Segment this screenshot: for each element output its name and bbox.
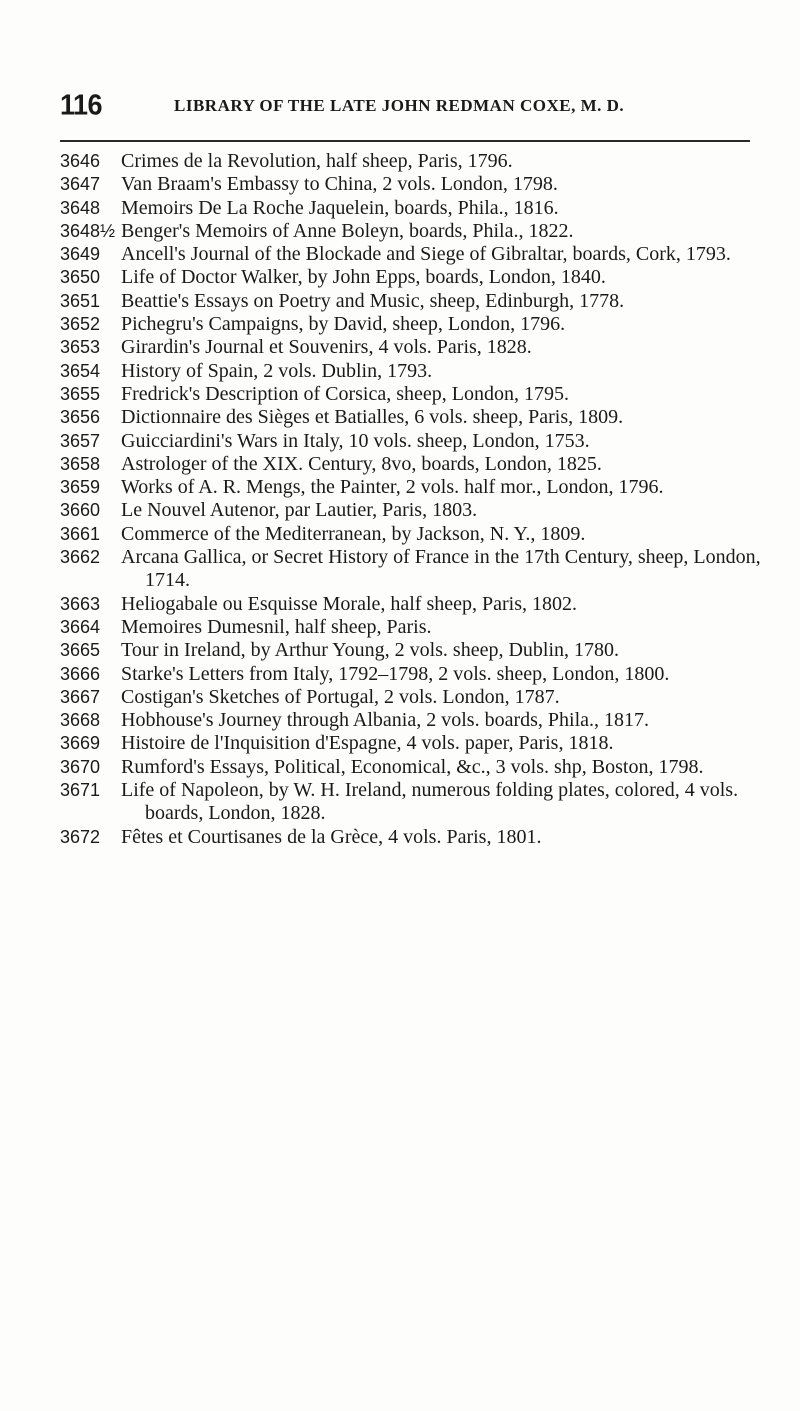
entry-text: Starke's Letters from Italy, 1792–1798, 2 vols. sheep, London, 1800. bbox=[121, 662, 670, 685]
entry-number: 3650 bbox=[60, 267, 101, 288]
catalog-entry bbox=[60, 499, 780, 522]
catalog-entry bbox=[60, 523, 780, 546]
catalog-entry bbox=[60, 756, 780, 779]
entry-text: Histoire de l'Inquisition d'Espagne, 4 vols. paper, Paris, 1818. bbox=[121, 732, 614, 755]
catalog-entry bbox=[60, 453, 780, 476]
catalog-entry bbox=[60, 360, 780, 383]
entry-text: Fredrick's Description of Corsica, sheep, London, 1795. bbox=[121, 382, 569, 405]
catalog-entry bbox=[60, 476, 780, 499]
entry-text: Le Nouvel Autenor, par Lautier, Paris, 1803. bbox=[121, 499, 478, 522]
catalog-entry bbox=[60, 173, 780, 196]
entry-text: Life of Doctor Walker, by John Epps, boards, London, 1840. bbox=[121, 266, 606, 289]
entry-number: 3669 bbox=[60, 733, 101, 754]
entry-text: Crimes de la Revolution, half sheep, Paris, 1796. bbox=[121, 150, 513, 172]
catalog-entry bbox=[60, 546, 780, 593]
entry-text: Beattie's Essays on Poetry and Music, sheep, Edinburgh, 1778. bbox=[121, 289, 625, 312]
entry-number: 3646 bbox=[60, 151, 101, 171]
entry-number: 3655 bbox=[60, 383, 101, 404]
catalog-entry bbox=[60, 709, 780, 732]
entry-number: 3654 bbox=[60, 360, 101, 381]
entry-text: Memoirs De La Roche Jaquelein, boards, Phila., 1816. bbox=[121, 196, 559, 219]
catalog-entry bbox=[60, 686, 780, 709]
entry-number: 3658 bbox=[60, 453, 101, 474]
entry-number: 3667 bbox=[60, 686, 101, 707]
catalog-entry bbox=[60, 243, 780, 266]
entry-text: Rumford's Essays, Political, Economical, &c., 3 vols. shp, Boston, 1798. bbox=[121, 755, 704, 778]
entry-text: Pichegru's Campaigns, by David, sheep, London, 1796. bbox=[121, 313, 566, 336]
entry-number: 3648 bbox=[60, 197, 101, 218]
entry-text: Commerce of the Mediterranean, by Jackson, N. Y., 1809. bbox=[121, 522, 586, 545]
entry-text: Girardin's Journal et Souvenirs, 4 vols. Paris, 1828. bbox=[121, 336, 532, 359]
entry-number: 3647 bbox=[60, 174, 101, 195]
entry-number: 3662 bbox=[60, 547, 101, 568]
running-head: LIBRARY OF THE LATE JOHN REDMAN COXE, M. D. bbox=[174, 96, 625, 115]
catalog-entry bbox=[60, 290, 780, 313]
catalog-entry bbox=[60, 826, 780, 849]
catalog-entry bbox=[60, 406, 780, 429]
entry-number: 3672 bbox=[60, 826, 101, 847]
entry-number: 3656 bbox=[60, 407, 101, 428]
entry-number: 3660 bbox=[60, 500, 101, 521]
entry-text: Van Braam's Embassy to China, 2 vols. London, 1798. bbox=[121, 173, 558, 196]
entry-text: Tour in Ireland, by Arthur Young, 2 vols. sheep, Dublin, 1780. bbox=[121, 639, 620, 662]
entry-number: 3653 bbox=[60, 337, 101, 358]
catalog-entry bbox=[60, 430, 780, 453]
entry-text: Works of A. R. Mengs, the Painter, 2 vols. half mor., London, 1796. bbox=[121, 476, 664, 499]
entry-text: Fêtes et Courtisanes de la Grèce, 4 vols. Paris, 1801. bbox=[121, 825, 542, 848]
catalog-entry bbox=[60, 639, 780, 662]
entry-text: Astrologer of the XIX. Century, 8vo, boards, London, 1825. bbox=[121, 452, 602, 475]
entry-text: Dictionnaire des Sièges et Batialles, 6 vols. sheep, Paris, 1809. bbox=[121, 406, 624, 429]
entry-text: History of Spain, 2 vols. Dublin, 1793. bbox=[121, 359, 433, 382]
entry-text: Guicciardini's Wars in Italy, 10 vols. sheep, London, 1753. bbox=[121, 429, 590, 452]
entry-number: 3671 bbox=[60, 780, 101, 801]
catalog-entry bbox=[60, 150, 780, 173]
catalog-entry bbox=[60, 383, 780, 406]
catalog-entry bbox=[60, 663, 780, 686]
header-rule bbox=[60, 140, 750, 142]
entry-number: 3670 bbox=[60, 756, 101, 777]
catalog-entry bbox=[60, 266, 780, 289]
page-number: 116 bbox=[60, 89, 103, 121]
entry-text: Costigan's Sketches of Portugal, 2 vols. London, 1787. bbox=[121, 685, 560, 708]
entry-text: Memoires Dumesnil, half sheep, Paris. bbox=[121, 615, 432, 638]
entry-text: Benger's Memoirs of Anne Boleyn, boards, Phila., 1822. bbox=[121, 219, 574, 242]
catalog-entry bbox=[60, 732, 780, 755]
entry-text: Ancell's Journal of the Blockade and Siege of Gibraltar, boards, Cork, 1793. bbox=[121, 243, 731, 266]
entry-number: 3659 bbox=[60, 477, 101, 498]
entry-number: 3648½ bbox=[60, 220, 116, 241]
entry-number: 3649 bbox=[60, 244, 101, 265]
entry-text: Life of Napoleon, by W. H. Ireland, numerous folding plates, colored, 4 vols. boards, London, 1828. bbox=[121, 779, 739, 825]
entry-number: 3664 bbox=[60, 616, 101, 637]
entry-number: 3666 bbox=[60, 663, 101, 684]
catalog-entry bbox=[60, 779, 780, 826]
entry-text: Heliogabale ou Esquisse Morale, half sheep, Paris, 1802. bbox=[121, 592, 578, 615]
catalog-entry bbox=[60, 593, 780, 616]
entry-number: 3652 bbox=[60, 314, 101, 335]
page-header bbox=[60, 90, 760, 130]
catalog-entries bbox=[60, 150, 780, 849]
catalog-entry bbox=[60, 197, 780, 220]
entry-text: Hobhouse's Journey through Albania, 2 vols. boards, Phila., 1817. bbox=[121, 709, 650, 732]
entry-number: 3668 bbox=[60, 710, 101, 731]
entry-number: 3657 bbox=[60, 430, 101, 451]
entry-number: 3651 bbox=[60, 290, 101, 311]
catalog-entry bbox=[60, 220, 780, 243]
entry-number: 3663 bbox=[60, 593, 101, 614]
entry-text: Arcana Gallica, or Secret History of France in the 17th Century, sheep, London, 1714. bbox=[121, 546, 761, 592]
entry-number: 3661 bbox=[60, 523, 101, 544]
catalog-entry bbox=[60, 616, 780, 639]
catalog-entry bbox=[60, 313, 780, 336]
entry-number: 3665 bbox=[60, 640, 101, 661]
catalog-entry bbox=[60, 336, 780, 359]
